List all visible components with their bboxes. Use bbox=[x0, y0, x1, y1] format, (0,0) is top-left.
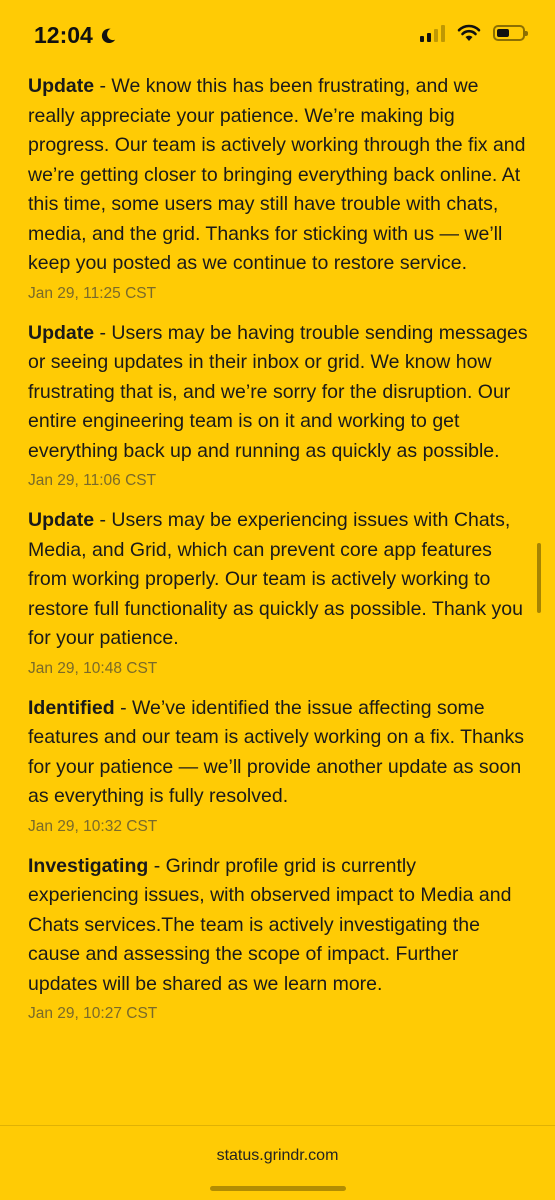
incident-text: - We know this has been frustrating, and we really appreciate your patience. We’re making big progress. Our team is actively working through the fix and we’re getting closer to bringing everything back online. At this time, some users may still have trouble with chats, media, and the grid. Thanks for sticking with us — we’ll keep you posted as we continue to restore service. bbox=[28, 75, 526, 274]
incident-message bbox=[28, 852, 528, 1000]
browser-address-bar[interactable] bbox=[0, 1125, 555, 1186]
home-indicator[interactable] bbox=[210, 1186, 346, 1191]
incident-status-label: Update bbox=[28, 75, 95, 97]
incident-entry bbox=[28, 852, 528, 1024]
incident-entry bbox=[28, 694, 528, 836]
incident-message bbox=[28, 72, 528, 279]
incident-status-label: Identified bbox=[28, 696, 115, 719]
incident-text: - Users may be having trouble sending messages or seeing updates in their inbox or grid. We know how frustrating that is, and we’re sorry for the disruption. Our entire engineering team is on it and working to get everything back up and running as quickly as possible. bbox=[28, 321, 528, 462]
scrollbar[interactable] bbox=[537, 543, 541, 613]
incident-feed bbox=[28, 72, 528, 1039]
incident-timestamp: Jan 29, 11:06 CST bbox=[28, 472, 157, 489]
incident-entry bbox=[28, 506, 528, 678]
incident-timestamp: Jan 29, 11:25 CST bbox=[28, 284, 157, 302]
incident-message bbox=[28, 506, 528, 654]
url-text[interactable]: status.grindr.com bbox=[216, 1147, 339, 1164]
wifi-icon bbox=[457, 24, 481, 42]
incident-text: - Grindr profile grid is currently experiencing issues, with observed impact to Media and Chats services.The team is actively investigating the cause and assessing the scope of impact. Further updates will be shared as we learn more. bbox=[28, 854, 512, 995]
incident-text: - We’ve identified the issue affecting some features and our team is actively working on a fix. Thanks for your patience — we’ll provide another update as soon as everything is fully resolved. bbox=[28, 696, 525, 807]
incident-timestamp: Jan 29, 10:48 CST bbox=[28, 659, 158, 677]
incident-message bbox=[28, 319, 528, 467]
incident-status-label: Investigating bbox=[28, 854, 149, 877]
incident-timestamp: Jan 29, 10:27 CST bbox=[28, 1005, 158, 1022]
moon-icon bbox=[99, 27, 117, 45]
incident-entry bbox=[28, 319, 528, 491]
incident-status-label: Update bbox=[28, 509, 95, 531]
clock bbox=[34, 22, 117, 49]
incident-text: - Users may be experiencing issues with Chats, Media, and Grid, which can prevent core app features from working properly. Our team is actively working to restore full functionality as quickly as possible. Thank you for your patience. bbox=[28, 509, 523, 649]
clock-time: 12:04 bbox=[34, 22, 93, 48]
system-icons bbox=[420, 24, 525, 42]
status-bar bbox=[0, 0, 555, 70]
cellular-signal-icon bbox=[420, 24, 445, 42]
incident-entry bbox=[28, 72, 528, 303]
incident-status-label: Update bbox=[28, 321, 95, 344]
battery-icon bbox=[493, 25, 525, 41]
incident-message bbox=[28, 694, 528, 812]
incident-timestamp: Jan 29, 10:32 CST bbox=[28, 817, 158, 835]
